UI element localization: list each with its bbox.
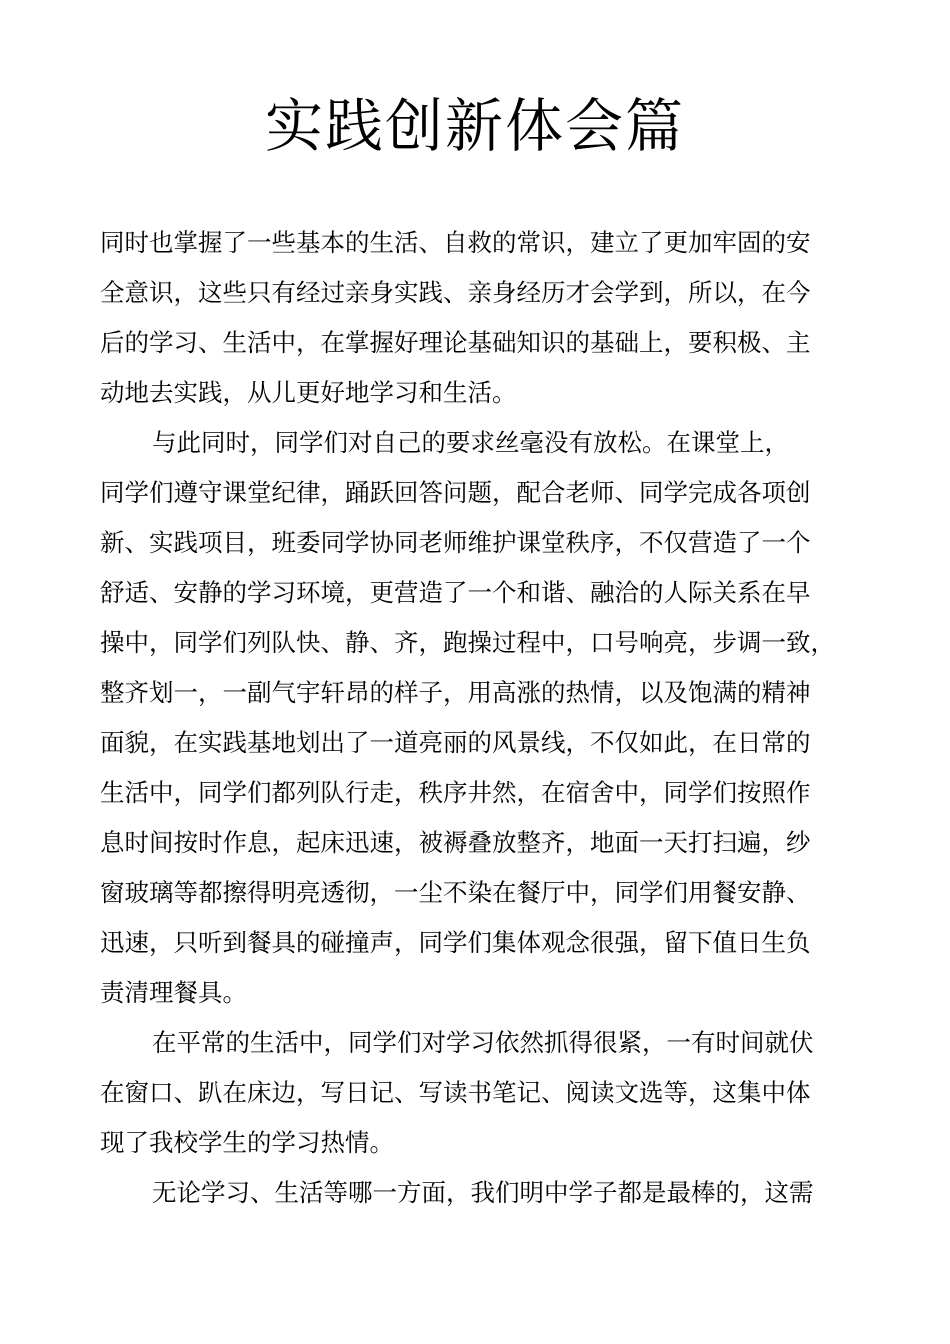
- body-line: 全意识，这些只有经过亲身实践、亲身经历才会学到，所以，在今: [100, 278, 811, 307]
- body-line: 操中，同学们列队快、静、齐，跑操过程中，口号响亮，步调一致，: [100, 628, 835, 657]
- body-line: 无论学习、生活等哪一方面，我们明中学子都是最棒的，这需: [152, 1178, 814, 1207]
- body-line: 与此同时，同学们对自己的要求丝毫没有放松。在课堂上，: [152, 428, 789, 457]
- document-body: [100, 218, 860, 1218]
- body-line: 在窗口、趴在床边，写日记、写读书笔记、阅读文选等，这集中体: [100, 1078, 811, 1107]
- body-line: 整齐划一，一副气宇轩昂的样子，用高涨的热情，以及饱满的精神: [100, 678, 811, 707]
- body-line: 后的学习、生活中，在掌握好理论基础知识的基础上，要积极、主: [100, 328, 811, 357]
- body-line: 生活中，同学们都列队行走，秩序井然，在宿舍中，同学们按照作: [100, 778, 811, 807]
- body-line: 现了我校学生的学习热情。: [100, 1128, 394, 1157]
- body-line: 迅速，只听到餐具的碰撞声，同学们集体观念很强，留下值日生负: [100, 928, 811, 957]
- body-line: 息时间按时作息，起床迅速，被褥叠放整齐，地面一天打扫遍，纱: [100, 828, 811, 857]
- body-line: 面貌，在实践基地划出了一道亮丽的风景线，不仅如此，在日常的: [100, 728, 811, 757]
- body-line: 窗玻璃等都擦得明亮透彻，一尘不染在餐厅中，同学们用餐安静、: [100, 878, 811, 907]
- body-line: 在平常的生活中，同学们对学习依然抓得很紧，一有时间就伏: [152, 1028, 814, 1057]
- body-line: 同时也掌握了一些基本的生活、自救的常识，建立了更加牢固的安: [100, 228, 811, 257]
- body-line: 舒适、安静的学习环境，更营造了一个和谐、融洽的人际关系在早: [100, 578, 811, 607]
- body-line: 同学们遵守课堂纪律，踊跃回答问题，配合老师、同学完成各项创: [100, 478, 811, 507]
- body-line: 新、实践项目，班委同学协同老师维护课堂秩序，不仅营造了一个: [100, 528, 811, 557]
- body-line: 责清理餐具。: [100, 978, 247, 1007]
- document-title: 实践创新体会篇: [264, 92, 685, 160]
- body-line: 动地去实践，从儿更好地学习和生活。: [100, 378, 517, 407]
